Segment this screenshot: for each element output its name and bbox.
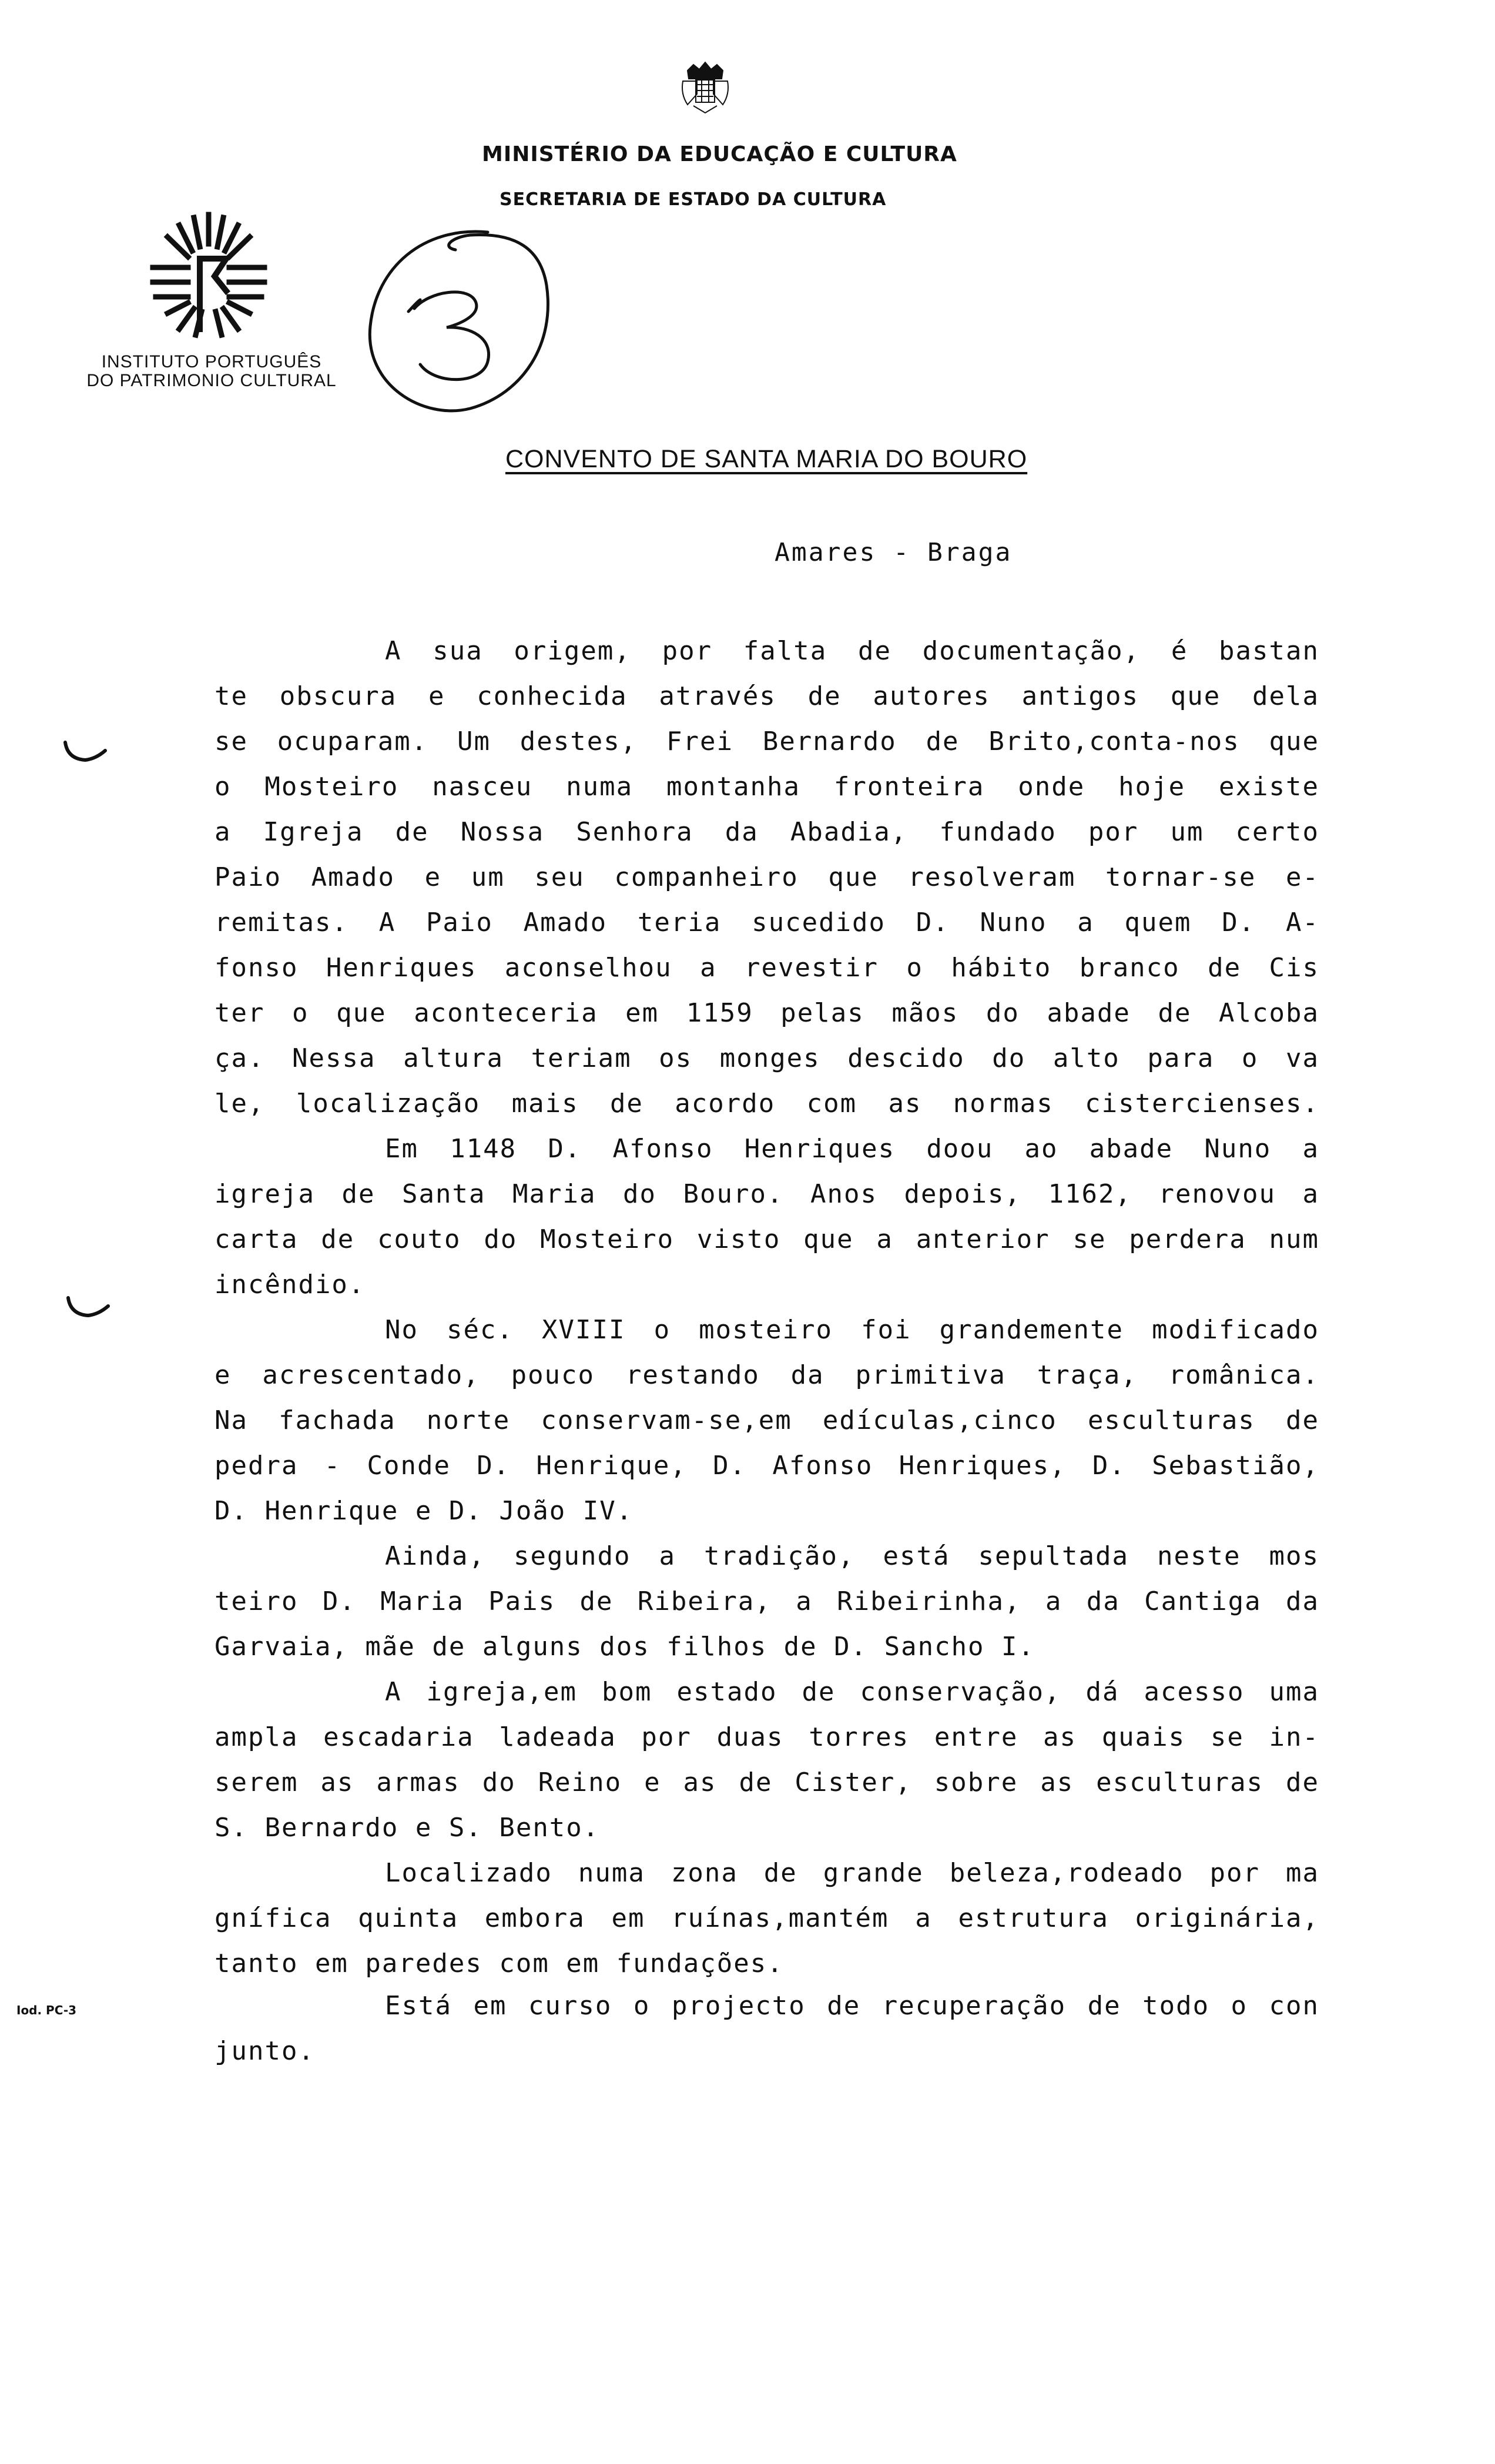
body-line: remitas. A Paio Amado teria sucedido D. Nuno a quem D. A- [214,908,1319,938]
body-line: e acrescentado, pouco restando da primitiva traça, românica. [214,1360,1319,1390]
body-line: junto. [214,2036,315,2066]
body-line: No séc. XVIII o mosteiro foi grandemente modificado [385,1315,1319,1345]
body-line: igreja de Santa Maria do Bouro. Anos depois, 1162, renovou a [214,1179,1319,1209]
body-line: pedra - Conde D. Henrique, D. Afonso Henriques, D. Sebastião, [214,1451,1319,1481]
body-line: le, localização mais de acordo com as normas cistercienses. [214,1089,1319,1119]
institute-name-line2: DO PATRIMONIO CULTURAL [86,371,337,390]
form-code: Iod. PC-3 [16,2003,77,2017]
body-line: D. Henrique e D. João IV. [214,1496,633,1526]
body-line: Localizado numa zona de grande beleza,rodeado por ma [385,1858,1319,1888]
body-line: tanto em paredes com em fundações. [214,1949,784,1978]
body-line: serem as armas do Reino e as de Cister, sobre as esculturas de [214,1767,1319,1797]
body-line: a Igreja de Nossa Senhora da Abadia, fundado por um certo [214,817,1319,847]
document-location: Amares - Braga [775,538,1013,567]
body-line: S. Bernardo e S. Bento. [214,1813,600,1843]
body-line: carta de couto do Mosteiro visto que a anterior se perdera num [214,1224,1319,1254]
secretariat-heading: SECRETARIA DE ESTADO DA CULTURA [500,189,887,210]
body-line: teiro D. Maria Pais de Ribeira, a Ribeirinha, a da Cantiga da [214,1586,1319,1616]
body-line: fonso Henriques aconselhou a revestir o hábito branco de Cis [214,953,1319,983]
ministry-heading: MINISTÉRIO DA EDUCAÇÃO E CULTURA [482,142,957,166]
body-line: gnífica quinta embora em ruínas,mantém a estrutura originária, [214,1903,1319,1933]
handwritten-circle-stamp [353,215,564,426]
body-line: se ocuparam. Um destes, Frei Bernardo de Brito,conta-nos que [214,727,1319,756]
body-line: o Mosteiro nasceu numa montanha fronteira onde hoje existe [214,772,1319,802]
body-line: Está em curso o projecto de recuperação de todo o con [385,1991,1319,2021]
document-title: CONVENTO DE SANTA MARIA DO BOURO [505,445,1028,473]
body-line: A igreja,em bom estado de conservação, dá acesso uma [385,1677,1319,1707]
body-line: A sua origem, por falta de documentação, é bastan [385,636,1319,666]
body-line: ça. Nessa altura teriam os monges descido do alto para o va [214,1043,1319,1073]
body-line: ampla escadaria ladeada por duas torres entre as quais se in- [214,1722,1319,1752]
body-line: te obscura e conhecida através de autores antigos que dela [214,681,1319,711]
body-line: Paio Amado e um seu companheiro que resolveram tornar-se e- [214,862,1319,892]
body-line: Na fachada norte conservam-se,em edículas,cinco esculturas de [214,1405,1319,1435]
margin-tick-mark [65,1293,112,1323]
body-line: Ainda, segundo a tradição, está sepultada neste mos [385,1541,1319,1571]
institute-name-line1: INSTITUTO PORTUGUÊS [101,352,322,371]
body-line: Garvaia, mãe de alguns dos filhos de D. Sancho I. [214,1632,1035,1662]
body-line: Em 1148 D. Afonso Henriques doou ao abade Nuno a [385,1134,1319,1164]
margin-tick-mark [62,738,109,767]
body-line: ter o que aconteceria em 1159 pelas mãos do abade de Alcoba [214,998,1319,1028]
body-line: incêndio. [214,1270,366,1300]
coat-of-arms-icon [670,59,740,115]
institute-logo-icon [144,209,273,350]
